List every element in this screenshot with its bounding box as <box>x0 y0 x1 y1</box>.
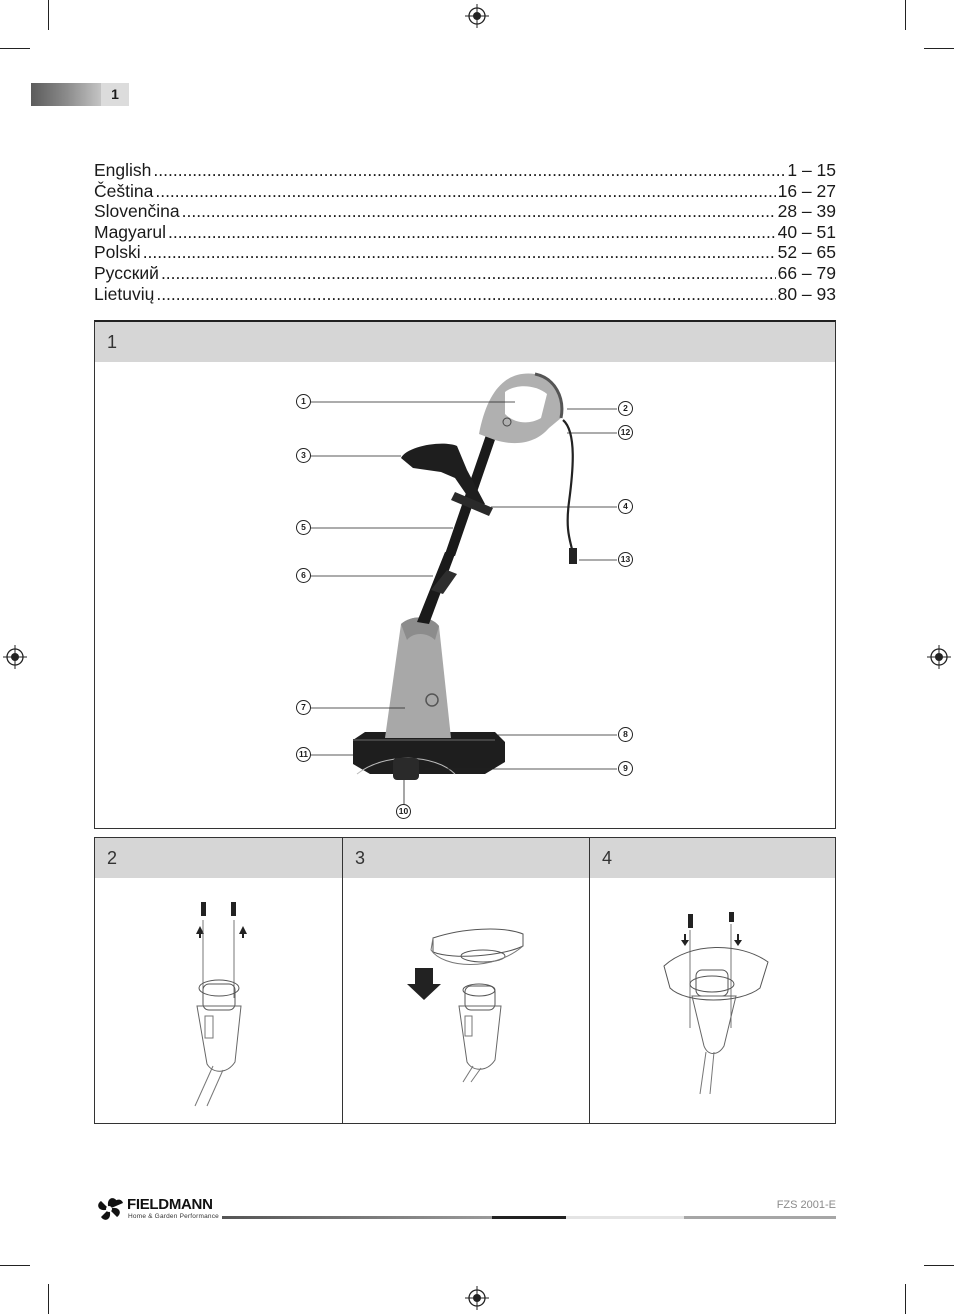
toc-pages: 28 – 39 <box>777 201 836 222</box>
callout-5: 5 <box>296 520 311 535</box>
toc-leader-dots <box>153 160 785 181</box>
toc-pages: 66 – 79 <box>777 262 836 283</box>
toc-language: Русский <box>94 262 159 283</box>
toc-leader-dots <box>182 201 776 222</box>
figure-1-panel <box>94 320 836 829</box>
toc-pages: 1 – 15 <box>787 160 836 180</box>
callout-2: 2 <box>618 401 633 416</box>
toc-pages: 80 – 93 <box>777 283 836 304</box>
footer-stripe <box>684 1216 836 1219</box>
figure-3-number: 3 <box>343 838 589 878</box>
crop-mark <box>905 1284 906 1314</box>
callout-10: 10 <box>396 804 411 819</box>
callout-13: 13 <box>618 552 633 567</box>
toc-entry[interactable] <box>94 242 836 263</box>
toc-leader-dots <box>143 242 776 263</box>
page-tab-bar <box>31 83 101 106</box>
toc-leader-dots <box>156 284 775 305</box>
crop-mark <box>0 48 30 49</box>
figure-4-panel <box>589 837 836 1124</box>
callout-6: 6 <box>296 568 311 583</box>
brand-tagline: Home & Garden Performance <box>128 1213 219 1220</box>
toc-entry[interactable] <box>94 160 836 181</box>
toc-pages: 52 – 65 <box>777 242 836 263</box>
toc-language: English <box>94 160 152 180</box>
crop-mark <box>48 0 49 30</box>
callout-7: 7 <box>296 700 311 715</box>
figure-1-number: 1 <box>95 322 835 362</box>
toc-language: Magyarul <box>94 221 166 242</box>
remove-screws-illustration <box>95 838 342 1123</box>
table-of-contents <box>94 160 836 304</box>
mount-guard-illustration <box>590 838 835 1123</box>
trimmer-illustration <box>95 322 835 829</box>
registration-mark-icon <box>465 4 489 28</box>
footer-stripe <box>492 1216 566 1219</box>
toc-leader-dots <box>155 181 775 202</box>
callout-11: 11 <box>296 747 311 762</box>
registration-mark-icon <box>3 645 27 669</box>
figure-2-panel <box>94 837 343 1124</box>
remove-guard-illustration <box>343 838 589 1123</box>
toc-language: Slovenčina <box>94 201 180 222</box>
callout-12: 12 <box>618 425 633 440</box>
brand-name: FIELDMANN <box>127 1196 213 1213</box>
toc-entry[interactable] <box>94 263 836 284</box>
callout-3: 3 <box>296 448 311 463</box>
footer-stripe <box>222 1216 492 1219</box>
callout-1: 1 <box>296 394 311 409</box>
page-tab-number: 1 <box>101 83 129 106</box>
crop-mark <box>48 1284 49 1314</box>
toc-pages: 16 – 27 <box>777 180 836 201</box>
callout-4: 4 <box>618 499 633 514</box>
toc-entry[interactable] <box>94 181 836 202</box>
footer-stripe <box>566 1216 684 1219</box>
callout-8: 8 <box>618 727 633 742</box>
toc-language: Polski <box>94 242 141 263</box>
callout-9: 9 <box>618 761 633 776</box>
toc-language: Čeština <box>94 180 154 201</box>
model-number: FZS 2001-E <box>776 1199 836 1211</box>
crop-mark <box>924 1265 954 1266</box>
registration-mark-icon <box>927 645 951 669</box>
figure-3-panel <box>342 837 590 1124</box>
registration-mark-icon <box>465 1286 489 1310</box>
toc-entry[interactable] <box>94 222 836 243</box>
toc-leader-dots <box>161 263 776 284</box>
toc-leader-dots <box>168 222 776 243</box>
crop-mark <box>905 0 906 30</box>
figure-2-number: 2 <box>95 838 342 878</box>
toc-pages: 40 – 51 <box>777 221 836 242</box>
toc-language: Lietuvių <box>94 283 155 304</box>
toc-entry[interactable] <box>94 284 836 305</box>
figure-4-number: 4 <box>590 838 835 878</box>
crop-mark <box>0 1265 30 1266</box>
toc-entry[interactable] <box>94 201 836 222</box>
crop-mark <box>924 48 954 49</box>
